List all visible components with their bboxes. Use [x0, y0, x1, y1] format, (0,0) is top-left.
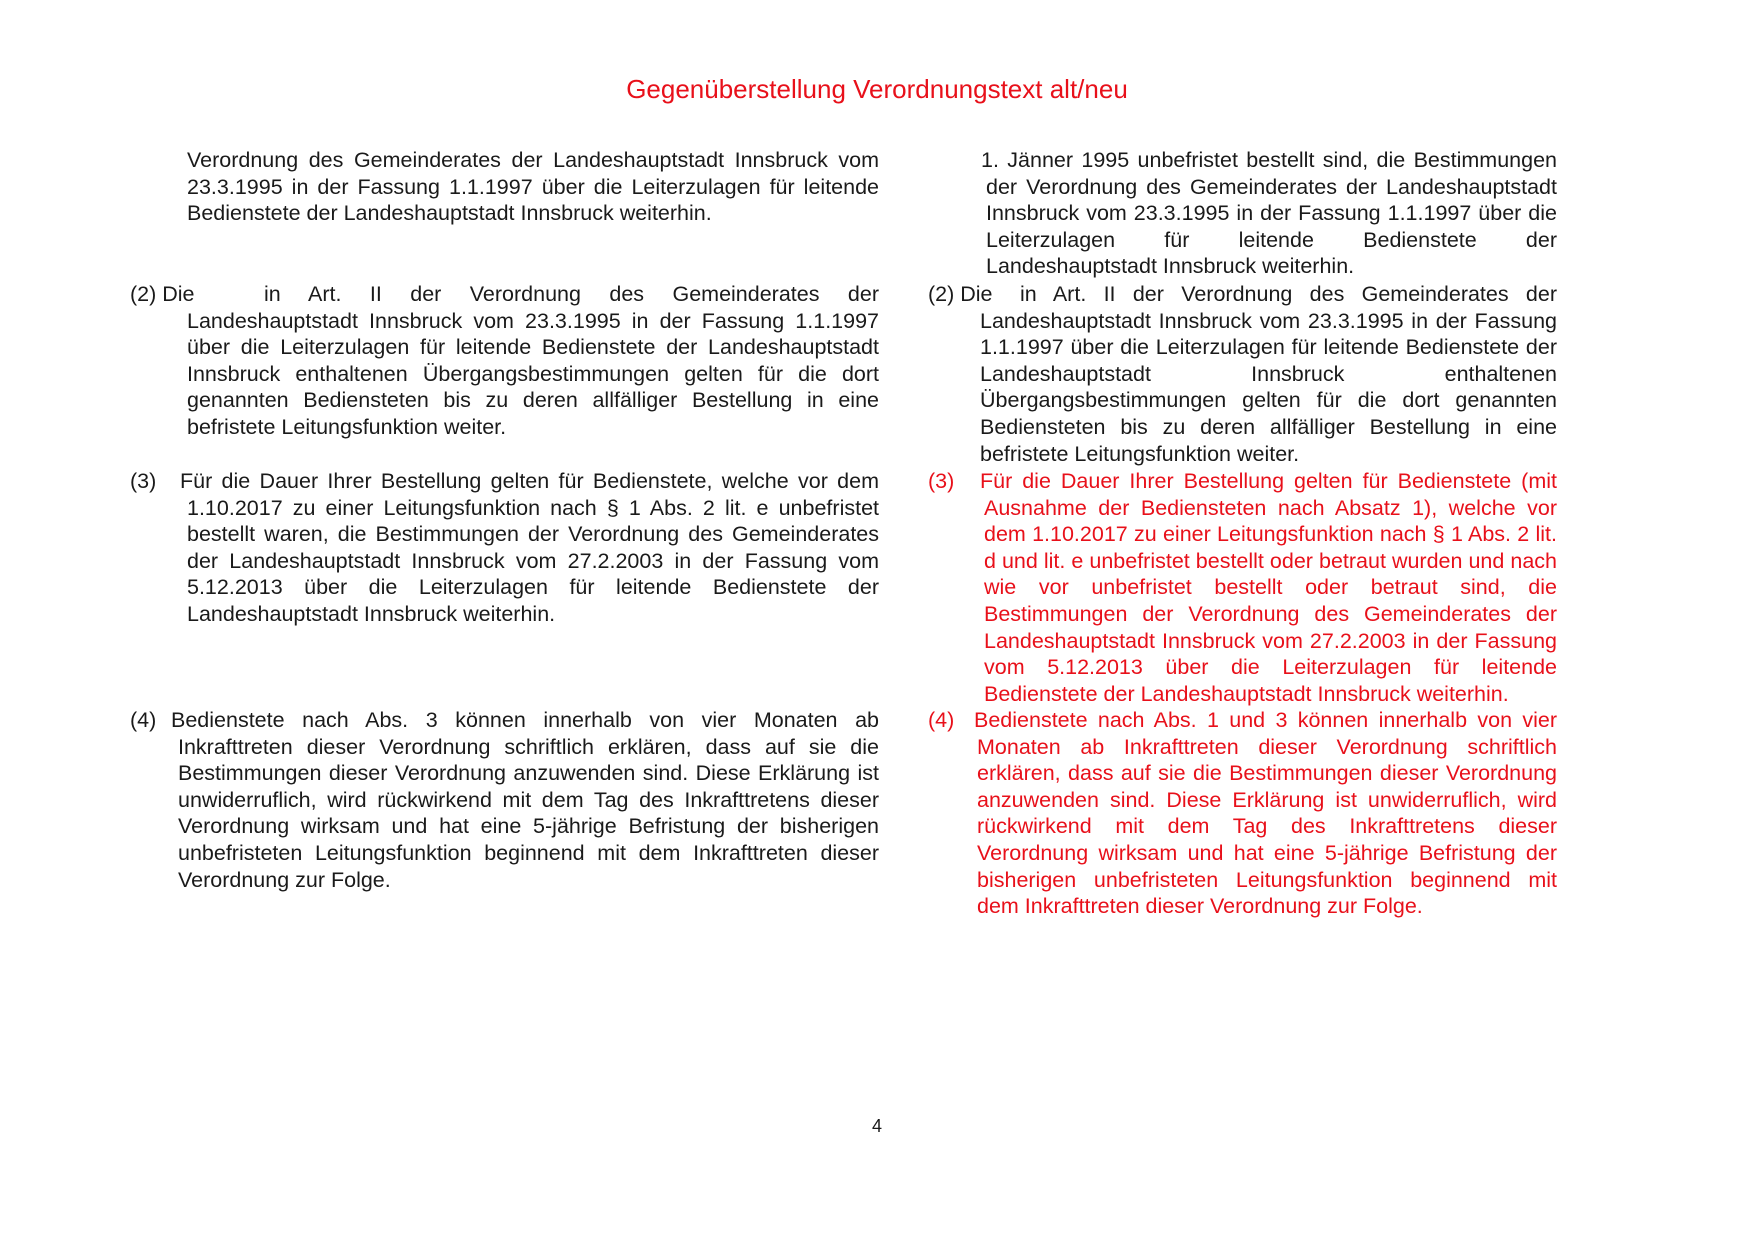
left-paragraph-2-text: in Art. II der Verordnung des Gemeinderates der Landeshauptstadt Innsbruck vom 23.3.1995 in der Fassung 1.1.1997 über die Leiterzulagen für leitende Bedienstete der Landeshauptstadt Innsbruck enthaltenen Übergangsbestimmungen gelten für die dort genannten Bediensteten bis zu deren allfälliger Bestellung in eine befristete Leitungsfunktion weiter.	[187, 282, 879, 439]
right-paragraph-4-text: Bedienstete nach Abs. 1 und 3 können innerhalb von vier Monaten ab Inkrafttreten dieser Verordnung schriftlich erklären, dass auf sie die Bestimmungen dieser Verordnung anzuwenden sind. Diese Erklärung ist unwiderruflich, wird rückwirkend mit dem Tag des Inkrafttretens dieser Verordnung wirksam und hat eine 5-jährige Befristung der bisherigen unbefristeten Leitungsfunktion beginnend mit dem Inkrafttreten dieser Verordnung zur Folge.	[974, 708, 1557, 919]
left-paragraph-1-continuation: Verordnung des Gemeinderates der Landeshauptstadt Innsbruck vom 23.3.1995 in der Fassung 1.1.1997 über die Leiterzulagen für leitende Bedienstete der Landeshauptstadt Innsbruck weiterhin.	[187, 148, 879, 226]
right-paragraph-2	[928, 281, 1557, 467]
right-paragraph-3-number: (3)	[928, 469, 955, 493]
right-paragraph-4	[928, 707, 1557, 920]
page-title: Gegenüberstellung Verordnungstext alt/neu	[626, 74, 1128, 104]
left-paragraph-2-number: (2) Die	[130, 282, 195, 306]
right-paragraph-3-text: Für die Dauer Ihrer Bestellung gelten für Bedienstete (mit Ausnahme der Bediensteten nach Absatz 1), welche vor dem 1.10.2017 zu einer Leitungsfunktion nach § 1 Abs. 2 lit. d und lit. e unbefristet bestellt oder betraut wurden und nach wie vor unbefristet bestellt oder betraut sind, die Bestimmungen der Verordnung des Gemeinderates der Landeshauptstadt Innsbruck vom 27.2.2003 in der Fassung vom 5.12.2013 über die Leiterzulagen für leitende Bedienstete der Landeshauptstadt Innsbruck weiterhin.	[980, 469, 1557, 706]
page-number: 4	[871, 1116, 882, 1136]
left-paragraph-4	[130, 707, 879, 893]
right-paragraph-4-number: (4)	[928, 708, 955, 732]
left-paragraph-3-text: Für die Dauer Ihrer Bestellung gelten für Bedienstete, welche vor dem 1.10.2017 zu einer Leitungsfunktion nach § 1 Abs. 2 lit. e unbefristet bestellt waren, die Bestimmungen der Verordnung des Gemeinderates der Landeshauptstadt Innsbruck vom 27.2.2003 in der Fassung vom 5.12.2013 über die Leiterzulagen für leitende Bedienstete der Landeshauptstadt Innsbruck weiterhin.	[180, 469, 879, 626]
right-paragraph-3	[928, 468, 1557, 707]
right-paragraph-2-number: (2) Die	[928, 282, 993, 306]
left-paragraph-3	[130, 468, 879, 628]
right-paragraph-1-continuation: 1. Jänner 1995 unbefristet bestellt sind, die Bestimmungen der Verordnung des Gemeinderates der Landeshauptstadt Innsbruck vom 23.3.1995 in der Fassung 1.1.1997 über die Leiterzulagen für leitende Bedienstete der Landeshauptstadt Innsbruck weiterhin.	[981, 148, 1557, 279]
left-paragraph-4-text: Bedienstete nach Abs. 3 können innerhalb von vier Monaten ab Inkrafttreten dieser Verordnung schriftlich erklären, dass auf sie die Bestimmungen dieser Verordnung anzuwenden sind. Diese Erklärung ist unwiderruflich, wird rückwirkend mit dem Tag des Inkrafttretens dieser Verordnung wirksam und hat eine 5-jährige Befristung der bisherigen unbefristeten Leitungsfunktion beginnend mit dem Inkrafttreten dieser Verordnung zur Folge.	[171, 708, 879, 892]
left-paragraph-3-number: (3)	[130, 469, 157, 493]
left-paragraph-2	[130, 281, 879, 441]
left-paragraph-4-number: (4)	[130, 708, 157, 732]
right-paragraph-2-text: in Art. II der Verordnung des Gemeinderates der Landeshauptstadt Innsbruck vom 23.3.1995 in der Fassung 1.1.1997 über die Leiterzulagen für leitende Bedienstete der Landeshauptstadt Innsbruck enthaltenen Übergangsbestimmungen gelten für die dort genannten Bediensteten bis zu deren allfälliger Bestellung in eine befristete Leitungsfunktion weiter.	[980, 282, 1557, 466]
